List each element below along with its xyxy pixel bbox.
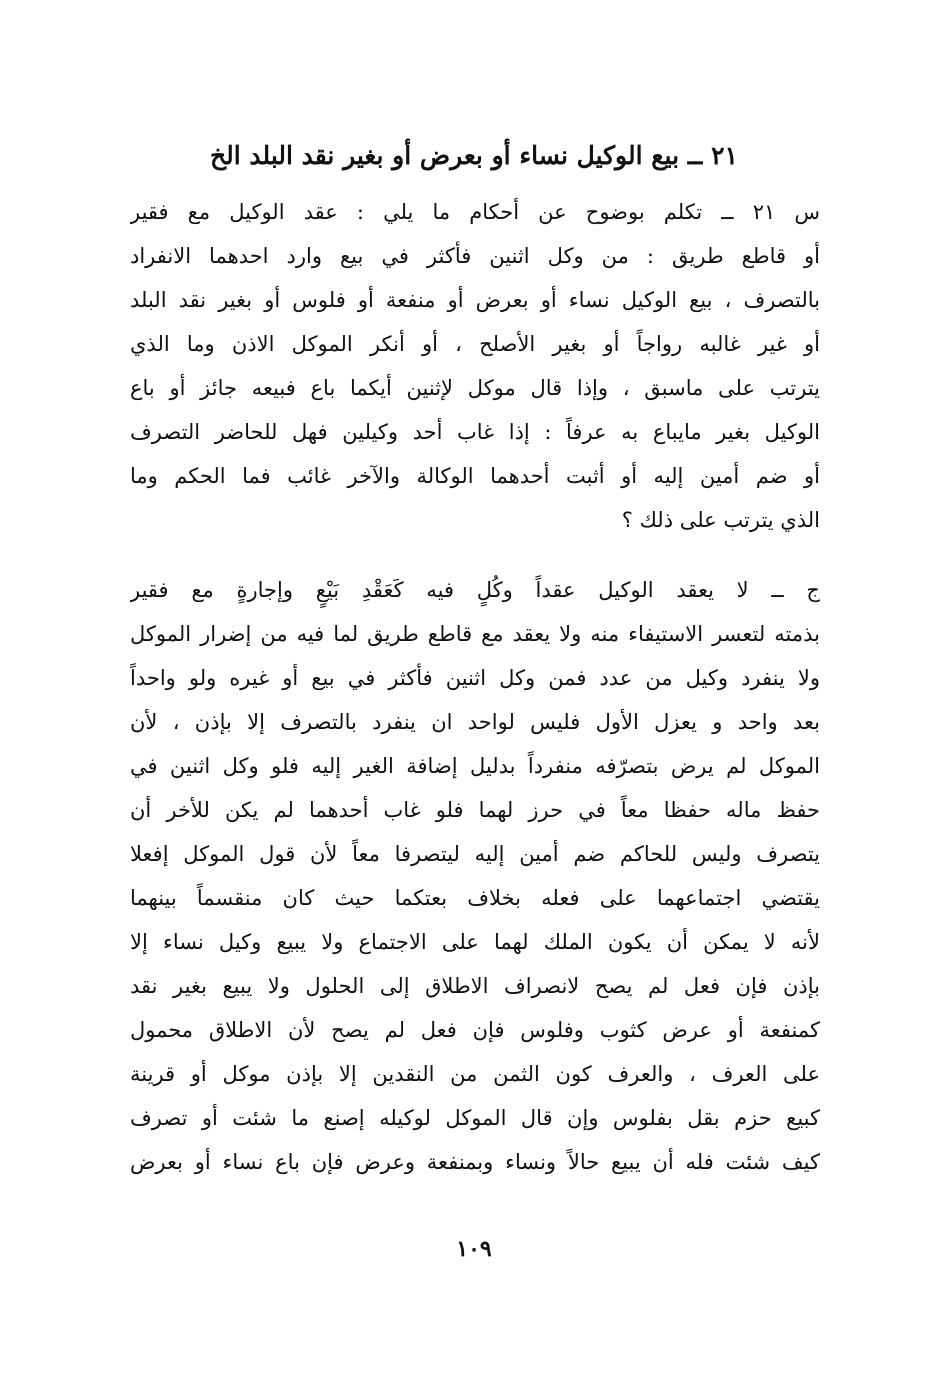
question-line: الذي يترتب على ذلك ؟ bbox=[621, 508, 820, 532]
page-number: ١٠٩ bbox=[456, 1236, 492, 1262]
question-line: يترتب على ماسبق ، وإذا قال موكل لإثنين أيكما باع فبيعه جائز أو باع bbox=[130, 376, 820, 400]
answer-line: حفظ ماله حفظا معاً في حرز لهما فلو غاب أحدهما لم يكن للأخر أن bbox=[130, 798, 820, 822]
answer-line: بإذن فإن فعل لم يصح لانصراف الاطلاق إلى الحلول ولا يبيع بغير نقد bbox=[130, 974, 820, 998]
question-paragraph bbox=[130, 190, 820, 542]
answer-line: بذمته لتعسر الاستيفاء منه ولا يعقد مع قاطع طريق لما فيه من إضرار الموكل bbox=[130, 622, 820, 646]
question-line: س ٢١ ــ تكلم بوضوح عن أحكام ما يلي : عقد الوكيل مع فقير bbox=[130, 200, 820, 224]
question-line: بالتصرف ، بيع الوكيل نساء أو بعرض أو منفعة أو فلوس أو بغير نقد البلد bbox=[130, 288, 820, 312]
question-line: الوكيل بغير مايباع به عرفاً : إذا غاب أحد وكيلين فهل للحاضر التصرف bbox=[130, 420, 820, 444]
answer-line: كيف شئت فله أن يبيع حالاً ونساء وبمنفعة وعرض فإن باع نساء أو بعرض bbox=[130, 1150, 820, 1174]
question-line: أو غير غالبه رواجاً أو بغير الأصلح ، أو أنكر الموكل الاذن وما الذي bbox=[130, 332, 820, 356]
answer-line: كبيع حزم بقل بفلوس وإن قال الموكل لوكيله إصنع ما شئت أو تصرف bbox=[130, 1106, 820, 1130]
question-line: أو ضم أمين إليه أو أثبت أحدهما الوكالة والآخر غائب فما الحكم وما bbox=[130, 464, 820, 488]
answer-line: يقتضي اجتماعهما على فعله بخلاف بعتكما حيث كان منقسماً بينهما bbox=[130, 886, 820, 910]
answer-paragraph bbox=[130, 568, 820, 1184]
section-heading: ٢١ ــ بيع الوكيل نساء أو بعرض أو بغير نقد البلد الخ bbox=[210, 141, 738, 170]
answer-line: لأنه لا يمكن أن يكون الملك لهما على الاجتماع ولا يبيع وكيل نساء إلا bbox=[130, 930, 820, 954]
question-line: أو قاطع طريق : من وكل اثنين فأكثر في بيع وارد احدهما الانفراد bbox=[130, 244, 820, 268]
answer-line: ج ــ لا يعقد الوكيل عقداً وكُلٍ فيه كَعَقْدِ بَيْعٍ وإجارةٍ مع فقير bbox=[130, 578, 820, 602]
answer-line: بعد واحد و يعزل الأول فليس لواحد ان ينفرد بالتصرف إلا بإذن ، لأن bbox=[130, 710, 820, 734]
answer-line: يتصرف وليس للحاكم ضم أمين إليه ليتصرفا معاً لأن قول الموكل إفعلا bbox=[130, 842, 820, 866]
answer-line: ولا ينفرد وكيل من عدد فمن وكل اثنين فأكثر في بيع أو غيره ولو واحداً bbox=[130, 666, 820, 690]
answer-line: الموكل لم يرض بتصرّفه منفرداً بدليل إضافة الغير إليه فلو وكل اثنين في bbox=[130, 754, 820, 778]
answer-line: كمنفعة أو عرض كثوب وفلوس فإن فعل لم يصح لأن الاطلاق محمول bbox=[130, 1018, 820, 1042]
answer-line: على العرف ، والعرف كون الثمن من النقدين إلا بإذن موكل أو قرينة bbox=[130, 1062, 820, 1086]
